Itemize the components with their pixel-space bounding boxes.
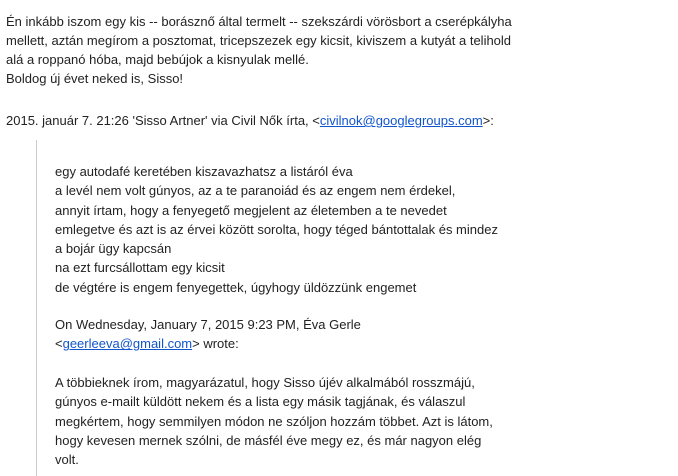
reply-line: mellett, aztán megírom a posztomat, tricepszezek egy kicsit, kiviszem a kutyát a telihold xyxy=(6,33,512,48)
sender-email-link[interactable]: geerleeva@gmail.com xyxy=(62,336,193,352)
quoted-body xyxy=(55,162,498,297)
nested-attribution-suffix: > wrote: xyxy=(192,336,239,352)
quoted-line: a levél nem volt gúnyos, az a te paranoiád és az engem nem érdekel, xyxy=(55,183,456,199)
quoted-line: a bojár ügy kapcsán xyxy=(55,241,172,257)
group-email-link[interactable]: civilnok@googlegroups.com xyxy=(319,113,483,128)
quote-attribution xyxy=(6,111,494,130)
reply-line: Én inkább iszom egy kis -- borásznő által termelt -- szekszárdi vörösbort a cserépkályha xyxy=(6,14,512,29)
quoted-line: de végtére is engem fenyegettek, úgyhogy üldözzünk engemet xyxy=(55,279,417,295)
nested-quoted-line: gúnyos e-mailt küldött nekem és a lista egy másik tagjának, és válaszul xyxy=(55,394,466,410)
quoted-line: egy autodafé keretében kiszavazhatsz a listáról éva xyxy=(55,164,353,179)
nested-attribution-email-line xyxy=(55,334,361,353)
reply-line: Boldog új évet neked is, Sisso! xyxy=(6,71,184,86)
nested-attribution-line: On Wednesday, January 7, 2015 9:23 PM, Éva Gerle xyxy=(55,317,361,332)
reply-line: alá a roppanó hóba, majd bebújok a kisnyulak mellé. xyxy=(6,52,309,67)
nested-quoted-line: hogy kevesen mernek szólni, de másfél éve megy ez, és már nagyon elég xyxy=(55,432,482,448)
reply-body xyxy=(6,12,512,88)
nested-attribution-prefix: < xyxy=(55,336,63,352)
attribution-prefix: 2015. január 7. 21:26 'Sisso Artner' via Civil Nők írta, < xyxy=(6,113,320,128)
quoted-line: na ezt furcsállottam egy kicsit xyxy=(55,260,225,276)
quoted-line: annyit írtam, hogy a fenyegető megjelent az életemben a te nevedet xyxy=(55,202,447,218)
nested-quoted-body xyxy=(55,373,493,469)
nested-attribution xyxy=(55,315,361,354)
quoted-message xyxy=(36,140,677,476)
quoted-line: emlegetve és azt is az érvei között sorolta, hogy téged bántottalak és mindez xyxy=(55,221,498,237)
nested-quoted-line: megkértem, hogy semmilyen módon ne szóljon hozzám többet. Azt is látom, xyxy=(55,413,493,429)
nested-quoted-line: volt. xyxy=(55,452,79,468)
nested-quoted-line: A többieknek írom, magyarázatul, hogy Sisso újév alkalmából rosszmájú, xyxy=(55,375,475,390)
attribution-suffix: >: xyxy=(482,113,494,128)
